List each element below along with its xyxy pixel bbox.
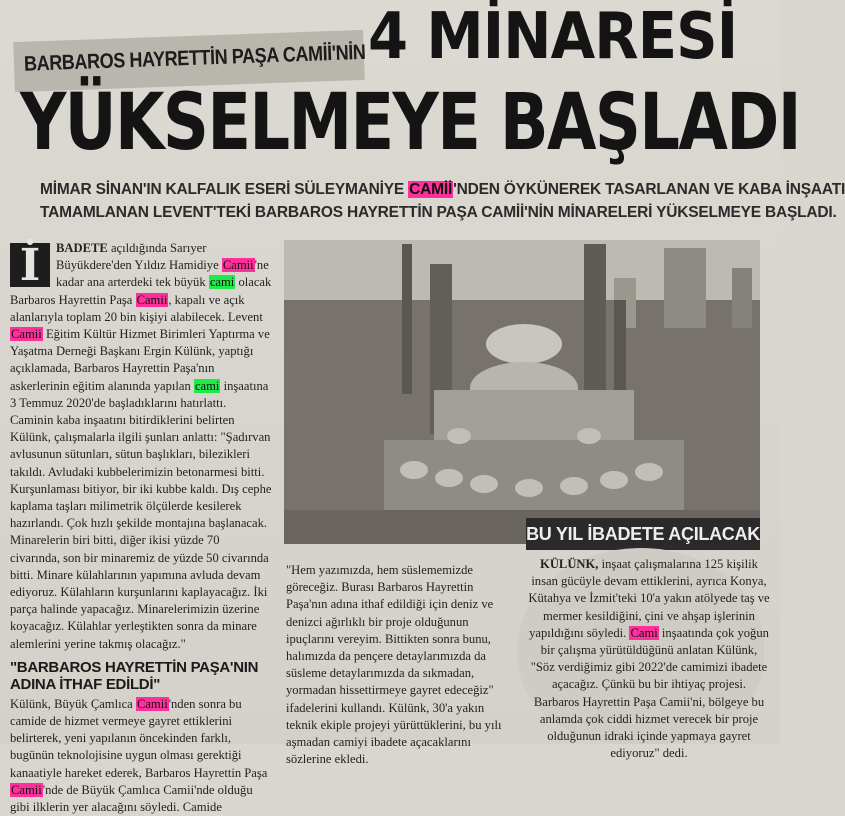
sidebar-quote: [528, 556, 770, 762]
deck-line-2: TAMAMLANAN LEVENT'TEKİ BARBAROS HAYRETTİN PAŞA CAMİİ'NİN MİNARELERİ YÜKSELMEYE BAŞLADI.: [40, 204, 837, 221]
deck-text: MİMAR SİNAN'IN KALFALIK ESERİ SÜLEYMANİYE: [40, 181, 409, 198]
article-subhead: "BARBAROS HAYRETTİN PAŞA'NIN ADINA İTHAF EDİLDİ": [10, 658, 259, 693]
text-run: inşaat çalışmalarına 125 kişilik insan gücüyle devam ettiklerini, ayrıca Konya, Kütahya ve İzmit'teki 10'a yakın atölyede taş ve mermer kesildiğini, çini ve ahşap işlerinin yapıldığını söyledi.: [528, 557, 770, 640]
highlighted-word: Camii: [136, 292, 168, 307]
article-column-2: "Hem yazımızda, hem süslememizde göreceğiz. Burası Barbaros Hayrettin Paşa'nın adına ithaf edildiği için deniz ve denizci ağırlıklı bir proje olduğunun ipuçlarını vereyim. Bittikten sonra bunu, halımızda da pençere detaylarımızda da süsleme detaylarımızda da sıkmadan, yormadan hissettirmeye gayret edeceğiz" ifadelerini kullandı. Külünk, 30'a yakın teknik ekiple projeyi yürüttüklerini, bu yılı aşmadan camiyi ibadete açacaklarını sözlerine ekledi.: [286, 563, 502, 767]
text-run: Külünk, Büyük Çamlıca: [10, 696, 136, 711]
lead-word: BADETE: [56, 241, 108, 255]
photo-illustration: [284, 240, 760, 544]
article-paragraph: [10, 240, 272, 653]
text-run: 'nden sonra bu camide de hizmet vermeye gayret ettiklerini belirterek, yeni yapılanın öncekinden farklı, bugünün teknolojisine uygun olması gerektiği kanaatiyle hareket ederek, Barbaros Hayrettin Paşa: [10, 696, 268, 780]
text-run: , kapalı ve açık alanlarıyla toplam 20 bin kişiyi alabilecek. Levent: [10, 292, 263, 324]
highlighted-word: Camii: [222, 258, 254, 273]
article-paragraph: [10, 696, 272, 816]
highlighted-word: Camii: [11, 327, 42, 342]
text-run: 'ne kadar ana arterdeki tek büyük: [56, 258, 269, 290]
headline-line-1: 4 MİNARESİ: [368, 0, 738, 74]
text-run: inşaatına 3 Temmuz 2020'de başladıklarını hatırlattı. Caminin kaba inşaatını bitirdiklerini belirten Külünk, çalışmalarla ilgili şunları anlattı: "Şadırvan avlusunun sütunları, sütun başlıkları, bilezikleri takıldı. Avludaki kubbelerimizin betonarmesi bitti. Kurşunlaması bitiyor, bir iki kubbe kaldı. Dış cephe kaplama taşları milimetrik ölçülerde kesilerek hazırlandı. Çok hızlı şekilde montajına başlanacak. Minarelerin biri bitti, diğer ikisi yüzde 70 civarında, son bir minaremiz de yüzde 50 civarında bitti. Minare külahlarının yapımına avluda devam ediyoruz. Külahların kurşunlarını kaplayacağız. İki parça halinde yapacağız. Minarelerimizin üzerine koyacağız. Külahlar yerleştikten sonra da minare alemlerini yerine takmış olacağız.": [10, 378, 272, 651]
drop-cap: İ: [10, 243, 50, 287]
highlighted-word: Cami: [630, 625, 658, 640]
kicker-text: BARBAROS HAYRETTİN PAŞA CAMİİ'NİN: [23, 40, 366, 76]
highlighted-word: cami: [194, 378, 220, 393]
highlighted-word: Camii: [11, 782, 42, 797]
text-run: 'nde de Büyük Çamlıca Camii'nde olduğu gibi ilklerin yer alacağını söyledi. Camide: [10, 782, 253, 815]
mosque-construction-photo: [284, 240, 760, 544]
text-run: Eğitim Kültür Hizmet Birimleri Yaptırma ve Yaşatma Derneği Başkanı Ergin Külünk, yaptığı açıklamada, Barbaros Hayrettin Paşa'nın askerlerinin eğitim alanında yapılan: [10, 327, 270, 393]
highlighted-word: cami: [209, 275, 235, 290]
article-column-1: [10, 240, 272, 816]
deck-line-1: [40, 181, 845, 199]
headline-line-2: YÜKSELMEYE BAŞLADI: [20, 78, 800, 168]
highlighted-word: CAMİİ: [409, 181, 453, 198]
text-run: açıldığında Sarıyer Büyükdere'den Yıldız Hamidiye: [56, 241, 222, 273]
text-run: inşaatında çok yoğun bir çalışma yürütüldüğünü anlatan Külünk, "Söz verdiğimiz gibi 2022'de camimizi ibadete açacağız. Çünkü bu bir ihtiyaç projesi. Barbaros Hayrettin Paşa Camii'ni, bölgeye bu anlamda çok ciddi hizmet verecek bir proje olduğunun idraki içinde yapmaya gayret ediyoruz" dedi.: [530, 625, 769, 761]
text-run: olacak Barbaros Hayrettin Paşa: [10, 275, 272, 307]
photo-caption: BU YIL İBADETE AÇILACAK: [526, 518, 760, 550]
highlighted-word: Camii: [136, 696, 168, 711]
deck-text: 'NDEN ÖYKÜNEREK TASARLANAN VE KABA İNŞAATI: [453, 181, 845, 198]
lead-word: KÜLÜNK,: [540, 557, 599, 571]
